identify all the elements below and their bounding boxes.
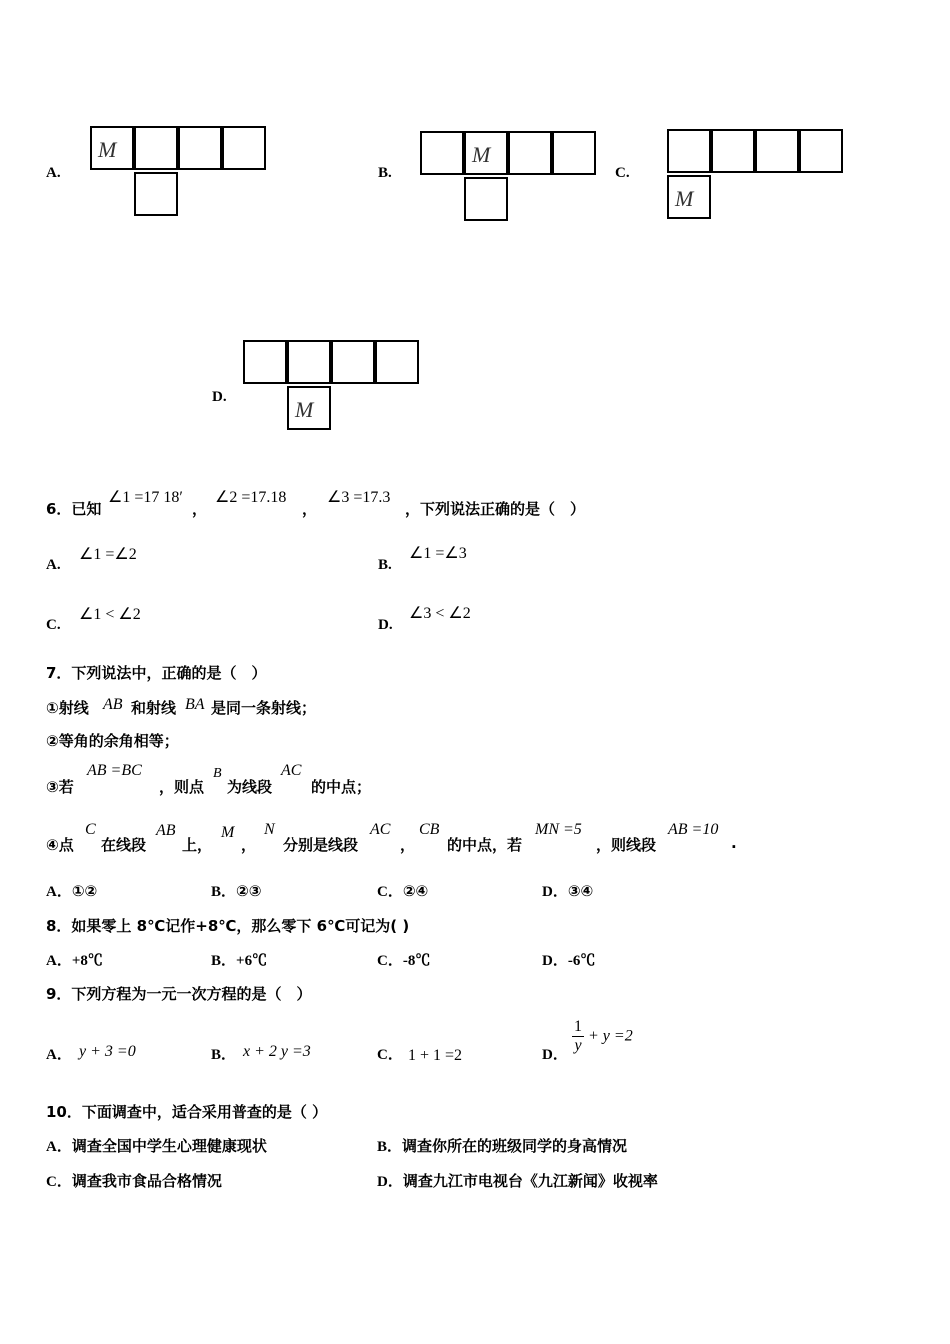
option-d-label[interactable]: D. <box>212 389 227 405</box>
q7-s4-t7: ，则线段 <box>596 836 657 854</box>
q7-s4-mn <box>535 821 582 839</box>
option-text: -8℃ <box>402 953 431 969</box>
q9-stem: 9．下列方程为一元一次方程的是（ ） <box>46 985 312 1003</box>
math-ba: BA <box>185 696 205 713</box>
math-cb: CB <box>419 821 440 838</box>
option-label: D． <box>542 953 568 969</box>
option-text: ②③ <box>236 882 262 900</box>
net-b-cell <box>552 131 596 175</box>
net-a-cell <box>222 126 266 170</box>
net-b-cell-marked <box>464 131 508 175</box>
q7-s4-m <box>221 824 234 842</box>
q9-option-b-label[interactable]: B． <box>211 1047 237 1063</box>
q7-s3-post: 的中点； <box>311 778 372 796</box>
option-label: B． <box>211 884 237 900</box>
option-text: ③④ <box>567 882 594 900</box>
q9-option-b-math: x + 2 y =3 <box>243 1043 311 1060</box>
q7-stem: 7．下列说法中，正确的是（ ） <box>46 664 267 682</box>
q8-stem: 8．如果零上 8℃记作+8℃，那么零下 6℃可记为( ) <box>46 917 410 935</box>
net-d-cell <box>331 340 375 384</box>
net-d-cell-marked <box>287 386 331 430</box>
math-ab-eq-10: AB =10 <box>668 821 719 838</box>
option-text: +6℃ <box>236 953 268 969</box>
math-mn-eq-5: MN =5 <box>535 821 582 838</box>
fraction <box>572 1018 584 1055</box>
net-c-cell <box>667 129 711 173</box>
net-c-cell-marked <box>667 175 711 219</box>
q7-option-c[interactable] <box>377 880 428 901</box>
q7-s4-n <box>264 821 275 839</box>
net-b-cell <box>508 131 552 175</box>
q7-s4-t5: ， <box>400 836 416 854</box>
option-label: B． <box>211 953 237 969</box>
math-ac: AC <box>370 821 391 838</box>
math-ab: AB <box>103 696 123 713</box>
q6-sep: ， <box>192 500 208 518</box>
q7-s3-m2 <box>213 766 222 782</box>
net-b-cell <box>464 177 508 221</box>
q6-option-b-math: ∠1 =∠3 <box>409 545 467 562</box>
q7-s4-t1: 在线段 <box>101 836 147 854</box>
fraction-numerator: 1 <box>574 1018 582 1035</box>
option-label: C． <box>377 884 403 900</box>
option-label: A． <box>46 884 72 900</box>
q7-s4-t8: . <box>731 834 737 852</box>
q6-sep: ， <box>302 500 318 518</box>
option-text: 调查全国中学生心理健康现状 <box>71 1137 267 1155</box>
q10-option-c[interactable] <box>46 1170 222 1191</box>
option-text: ②④ <box>402 882 429 900</box>
q7-option-a[interactable] <box>46 880 97 901</box>
option-a-label[interactable]: A. <box>46 165 61 181</box>
q7-s4-cb <box>419 821 439 839</box>
option-text: -6℃ <box>567 953 596 969</box>
q10-stem: 10．下面调查中，适合采用普查的是（ ） <box>46 1103 328 1121</box>
option-label: C． <box>377 953 403 969</box>
q8-option-b[interactable] <box>211 949 267 970</box>
q7-s3-mid: ，则点 <box>159 778 205 796</box>
option-label: A． <box>46 1139 72 1155</box>
q7-s3-mid2: 为线段 <box>227 778 273 796</box>
q6-angle1: ∠1 =17 18′ <box>108 489 183 506</box>
option-text: 调查你所在的班级同学的身高情况 <box>402 1137 628 1155</box>
q10-option-d[interactable] <box>377 1170 658 1191</box>
q9-option-d-math <box>572 1018 633 1055</box>
net-c-cell <box>799 129 843 173</box>
option-text: 调查九江市电视台《九江新闻》收视率 <box>402 1172 658 1190</box>
option-label: C． <box>46 1174 72 1190</box>
q7-s4-t2: 上， <box>182 836 213 854</box>
q7-s1-m1 <box>103 696 123 714</box>
option-label: D． <box>377 1174 403 1190</box>
q10-option-a[interactable] <box>46 1135 267 1156</box>
q7-option-d[interactable] <box>542 880 593 901</box>
q8-option-a[interactable] <box>46 949 103 970</box>
q6-option-a-label[interactable]: A. <box>46 557 61 573</box>
q6-option-c-math: ∠1 < ∠2 <box>79 606 141 623</box>
q9-option-a-math: y + 3 =0 <box>79 1043 136 1060</box>
q7-s4-c <box>85 821 96 839</box>
math-ab-eq-bc: AB =BC <box>87 762 142 779</box>
net-a-cell-marked <box>90 126 134 170</box>
q7-s1-mid: 和射线 <box>131 699 177 717</box>
option-label: A． <box>46 953 72 969</box>
q7-s1-m2 <box>185 696 205 714</box>
q9-option-c-label[interactable]: C． <box>377 1047 403 1063</box>
net-d-cell <box>287 340 331 384</box>
math-n: N <box>264 821 275 838</box>
q7-s2: ②等角的余角相等； <box>46 732 179 750</box>
q7-option-b[interactable] <box>211 880 261 901</box>
option-c-label[interactable]: C. <box>615 165 630 181</box>
q7-s1-pre: ①射线 <box>46 699 89 717</box>
equation-rest: + y =2 <box>588 1027 633 1045</box>
math-ac: AC <box>281 762 302 779</box>
option-text: 调查我市食品合格情况 <box>71 1172 222 1190</box>
q6-option-a-math: ∠1 =∠2 <box>79 546 137 563</box>
marker-m: M <box>472 142 491 167</box>
marker-m: M <box>295 397 314 422</box>
option-b-label[interactable]: B. <box>378 165 392 181</box>
math-c: C <box>85 821 96 838</box>
net-a-cell <box>134 126 178 170</box>
q6-option-d-label[interactable]: D. <box>378 617 393 633</box>
marker-m: M <box>98 137 117 162</box>
net-a-cell <box>178 126 222 170</box>
q9-option-a-label[interactable]: A． <box>46 1047 72 1063</box>
q6-angle3: ∠3 =17.3 <box>327 489 391 506</box>
q7-s4-ab <box>156 822 176 840</box>
q8-option-c[interactable] <box>377 949 430 970</box>
net-c-cell <box>711 129 755 173</box>
option-label: B． <box>377 1139 403 1155</box>
q6-option-c-label[interactable]: C. <box>46 617 61 633</box>
math-b: B <box>213 766 222 781</box>
q7-s4-t3: ， <box>241 836 257 854</box>
q9-option-c-math: 1 + 1 =2 <box>408 1047 463 1064</box>
net-c-cell <box>755 129 799 173</box>
net-d-cell <box>375 340 419 384</box>
q7-s3-pre: ③若 <box>46 778 74 796</box>
q8-option-d[interactable] <box>542 949 595 970</box>
q7-s4-t6: 的中点，若 <box>447 836 523 854</box>
q6-number: 6．已知 <box>46 500 102 518</box>
q6-angle2: ∠2 =17.18 <box>215 489 287 506</box>
q7-s3-m1 <box>87 762 142 780</box>
net-d-cell <box>243 340 287 384</box>
q9-option-d-label[interactable]: D． <box>542 1047 568 1063</box>
q7-s4-pre: ④点 <box>46 836 74 854</box>
math-ab: AB <box>156 822 176 839</box>
q7-s4-ab10 <box>668 821 718 839</box>
marker-m: M <box>675 186 694 211</box>
q7-s1-post: 是同一条射线； <box>211 699 317 717</box>
q6-stem-tail: ，下列说法正确的是（ ） <box>405 500 586 518</box>
q6-option-d-math: ∠3 < ∠2 <box>409 605 471 622</box>
net-b-cell <box>420 131 464 175</box>
q10-option-b[interactable] <box>377 1135 627 1156</box>
fraction-denominator: y <box>574 1037 582 1054</box>
q7-s3-m3 <box>281 762 301 780</box>
option-label: D． <box>542 884 568 900</box>
q7-s4-ac <box>370 821 390 839</box>
math-m: M <box>221 824 235 841</box>
q7-s4-t4: 分别是线段 <box>283 836 359 854</box>
net-a-cell <box>134 172 178 216</box>
option-text: +8℃ <box>71 953 103 969</box>
q6-option-b-label[interactable]: B. <box>378 557 392 573</box>
option-text: ①② <box>71 882 98 900</box>
